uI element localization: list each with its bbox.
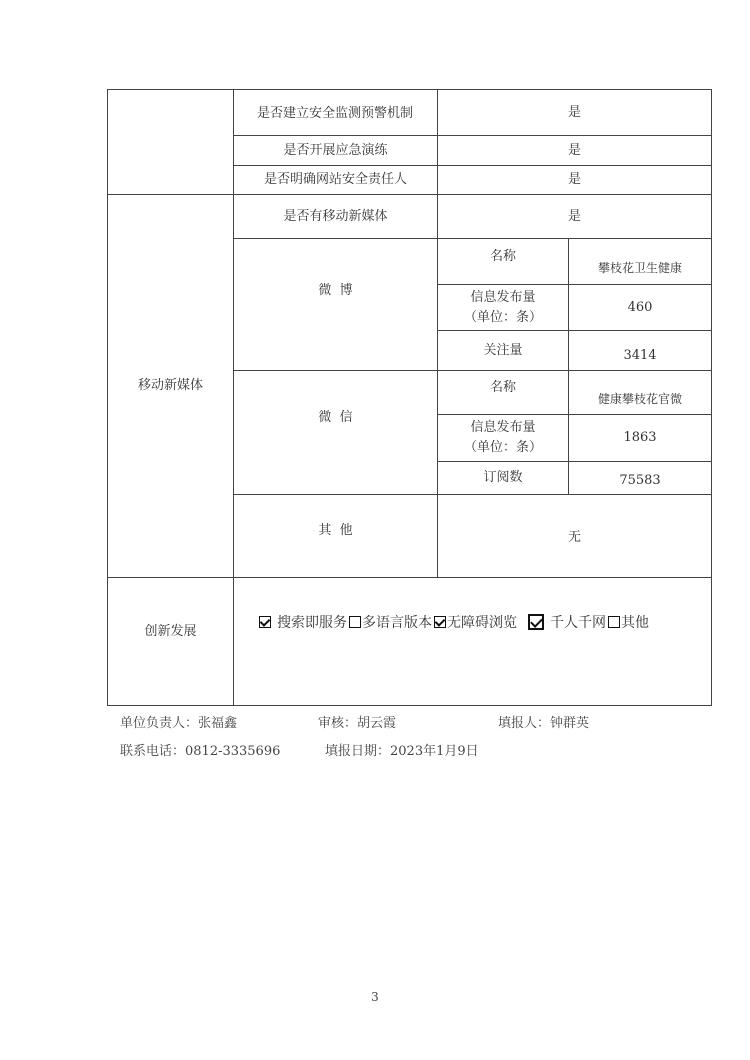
other-media-label: 其 他 xyxy=(318,523,353,538)
option-other-label: 其他 xyxy=(621,615,649,631)
other-media-value: 无 xyxy=(567,530,581,545)
early-warning-value: 是 xyxy=(567,104,581,120)
unit-head: 单位负责人：张福鑫 xyxy=(120,716,238,731)
wechat-label: 微 信 xyxy=(318,409,353,425)
checkbox-accessibility[interactable] xyxy=(434,616,446,628)
innovation-section-label: 创新发展 xyxy=(144,624,197,639)
wechat-subscribers-label: 订阅数 xyxy=(483,470,523,485)
weibo-label: 微 博 xyxy=(318,283,353,298)
emergency-drill-value: 是 xyxy=(567,142,581,158)
wechat-name-value: 健康攀枝花官微 xyxy=(597,391,682,406)
page-number: 3 xyxy=(371,990,379,1004)
checkbox-search-service[interactable] xyxy=(259,616,271,628)
emergency-drill-label: 是否开展应急演练 xyxy=(283,142,388,158)
fill-date: 填报日期：2023年1月9日 xyxy=(325,744,479,759)
wechat-count-label: 信息发布量 （单位：条） xyxy=(463,420,542,455)
has-mobile-media-label: 是否有移动新媒体 xyxy=(283,208,388,224)
site-responsibility-label: 是否明确网站安全责任人 xyxy=(263,172,407,187)
table-border-bottom xyxy=(107,705,712,706)
weibo-count-value: 460 xyxy=(627,299,653,315)
innovation-options xyxy=(258,612,650,632)
has-mobile-media-value: 是 xyxy=(567,208,581,224)
option-personalized-label: 千人千网 xyxy=(550,615,606,631)
weibo-followers-label: 关注量 xyxy=(483,342,523,358)
checkbox-personalized[interactable] xyxy=(528,614,544,630)
checkbox-other[interactable] xyxy=(608,616,620,628)
option-search-service-label: 搜索即服务 xyxy=(277,615,347,631)
wechat-name-label: 名称 xyxy=(489,380,516,395)
wechat-subscribers-value: 75583 xyxy=(619,473,661,488)
contact-phone: 联系电话：0812-3335696 xyxy=(120,744,281,759)
weibo-name-value: 攀枝花卫生健康 xyxy=(597,260,682,275)
table-border-right xyxy=(711,89,712,706)
mobile-media-section-label: 移动新媒体 xyxy=(137,378,203,393)
option-multilingual-label: 多语言版本 xyxy=(362,615,432,631)
wechat-count-value: 1863 xyxy=(623,430,657,445)
early-warning-label: 是否建立安全监测预警机制 xyxy=(256,105,413,121)
weibo-count-label: 信息发布量 （单位：条） xyxy=(463,289,542,325)
weibo-followers-value: 3414 xyxy=(623,347,657,363)
checkbox-multilingual[interactable] xyxy=(349,616,361,628)
filler: 填报人：钟群英 xyxy=(498,716,590,731)
weibo-name-label: 名称 xyxy=(489,249,516,264)
option-accessibility-label: 无障碍浏览 xyxy=(447,615,517,631)
reviewer: 审核：胡云霞 xyxy=(318,716,397,731)
site-responsibility-value: 是 xyxy=(567,172,581,187)
